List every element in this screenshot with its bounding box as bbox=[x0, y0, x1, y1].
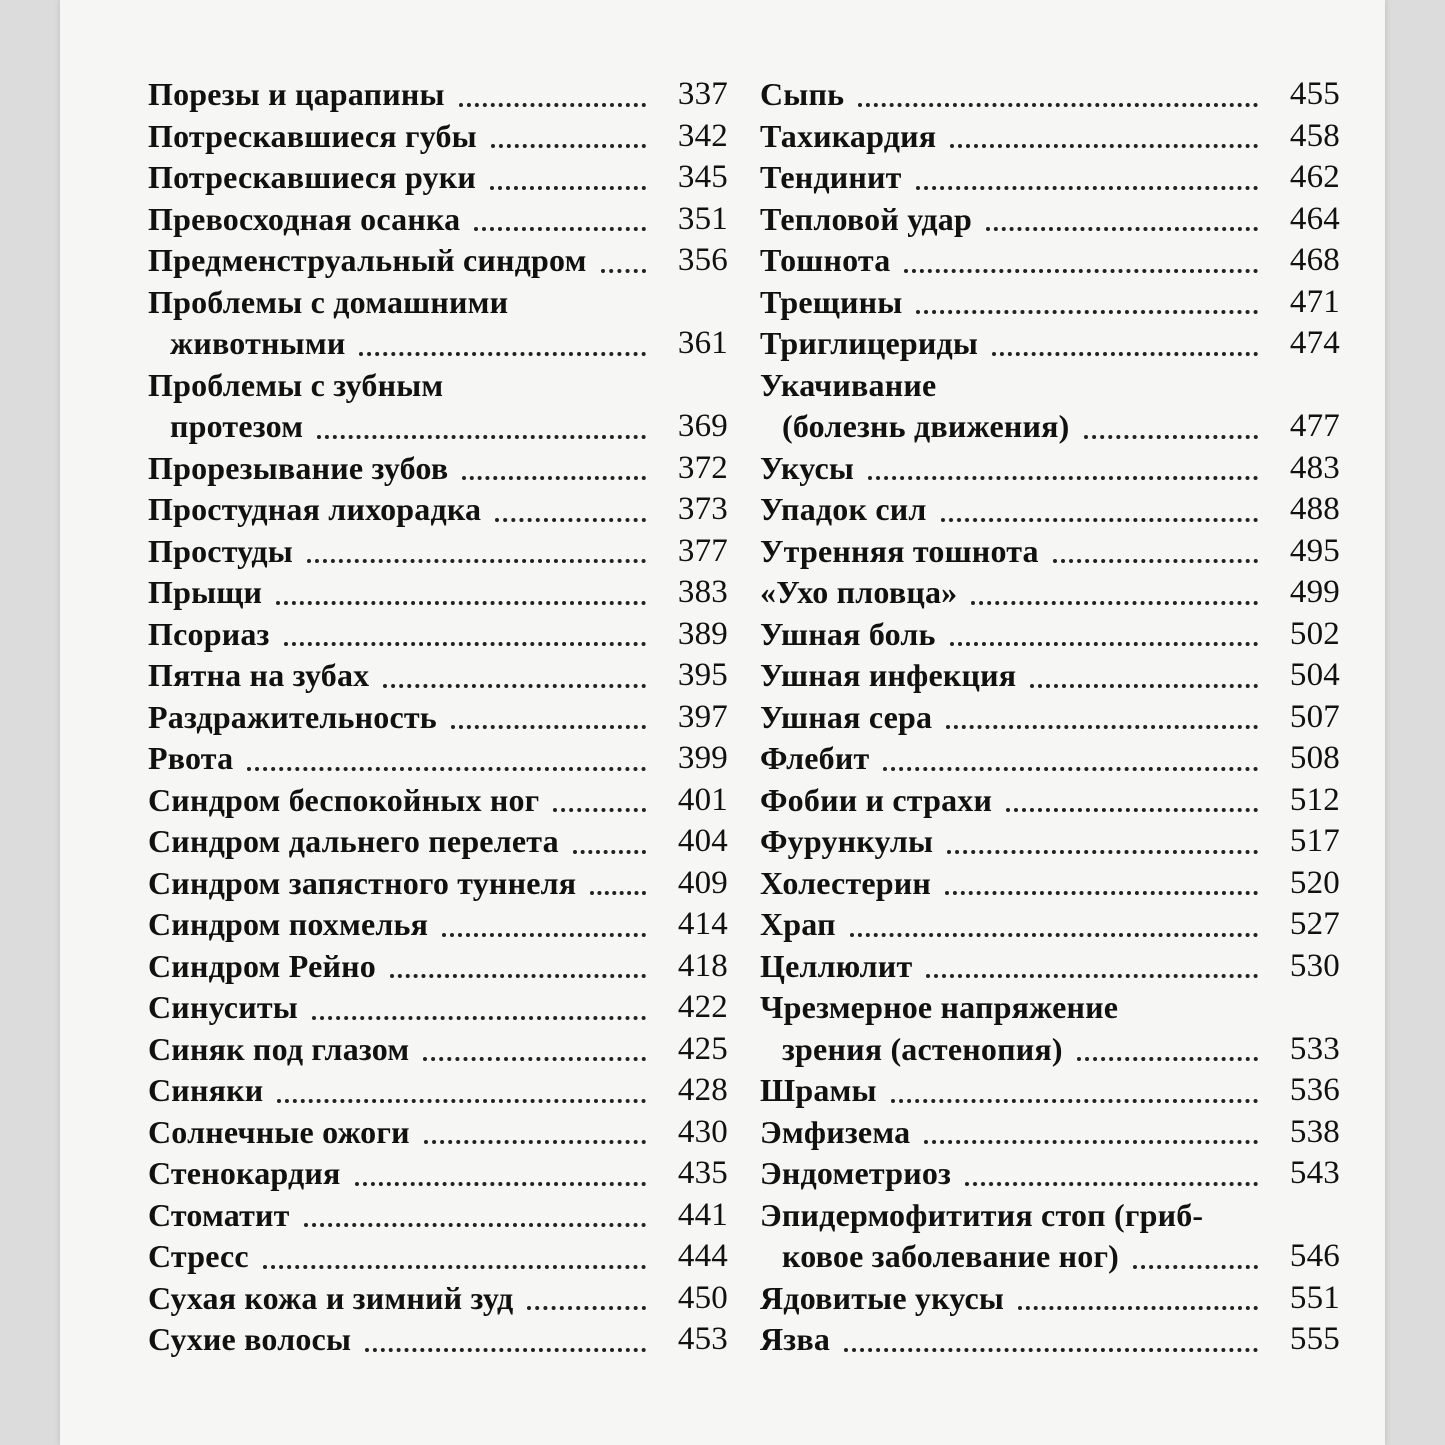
toc-entry bbox=[148, 904, 728, 946]
toc-entry-page-number: 555 bbox=[1289, 1321, 1340, 1357]
toc-entry-title: Синяки bbox=[148, 1072, 264, 1108]
toc-entry-title: Прыщи bbox=[148, 574, 263, 610]
toc-entry bbox=[148, 1112, 728, 1154]
toc-entry-page-number: 422 bbox=[677, 989, 728, 1025]
toc-entry bbox=[148, 489, 728, 531]
toc-entry-page-number: 441 bbox=[677, 1196, 728, 1233]
toc-entry bbox=[760, 448, 1340, 490]
toc-entry-page-number: 504 bbox=[1289, 657, 1340, 693]
toc-entry-page-number: 464 bbox=[1289, 200, 1340, 237]
toc-entry-title: Потрескавшиеся губы bbox=[148, 117, 477, 154]
dot-leader bbox=[317, 435, 646, 439]
toc-entry-page-number: 488 bbox=[1289, 491, 1340, 527]
dot-leader bbox=[459, 103, 646, 107]
toc-entry-title: Сухие волосы bbox=[148, 1321, 352, 1357]
dot-leader bbox=[965, 1182, 1258, 1186]
toc-entry-page-number: 551 bbox=[1289, 1279, 1340, 1316]
toc-entry-page-number: 404 bbox=[677, 823, 728, 859]
toc-entry bbox=[148, 1236, 728, 1278]
toc-entry bbox=[148, 1070, 728, 1112]
toc-entry-page-number: 502 bbox=[1289, 615, 1340, 652]
toc-entry-page-number: 543 bbox=[1289, 1155, 1340, 1191]
dot-leader bbox=[442, 933, 646, 937]
dot-leader bbox=[424, 1140, 646, 1144]
toc-entry-page-number: 356 bbox=[677, 242, 728, 278]
toc-entry-page-number: 468 bbox=[1289, 242, 1340, 278]
dot-leader bbox=[1053, 559, 1258, 563]
toc-entry-title: Трещины bbox=[760, 283, 903, 320]
toc-entry bbox=[148, 282, 728, 365]
toc-entry-title: Ушная боль bbox=[760, 615, 936, 652]
dot-leader bbox=[495, 518, 646, 522]
toc-entry bbox=[148, 572, 728, 614]
toc-entry-title: Целлюлит bbox=[760, 947, 913, 984]
toc-entry-title: Язва bbox=[760, 1321, 831, 1357]
toc-entry-title: Эндометриоз bbox=[760, 1155, 952, 1191]
toc-entry bbox=[148, 199, 728, 241]
dot-leader bbox=[1030, 684, 1258, 688]
toc-entry-page-number: 428 bbox=[677, 1072, 728, 1108]
toc-entry-page-number: 508 bbox=[1289, 740, 1340, 776]
toc-entry-page-number: 414 bbox=[677, 906, 728, 942]
toc-entry-title: Синдром запястного туннеля bbox=[148, 864, 577, 901]
toc-entry bbox=[148, 863, 728, 905]
dot-leader bbox=[858, 103, 1258, 107]
toc-entry-title-continued: ковое заболевание ног) bbox=[782, 1238, 1120, 1274]
toc-entry-page-number: 455 bbox=[1289, 76, 1340, 112]
toc-entry-title: Упадок сил bbox=[760, 491, 927, 527]
toc-entry bbox=[760, 738, 1340, 780]
toc-entry-title: Шрамы bbox=[760, 1072, 877, 1108]
dot-leader bbox=[844, 1348, 1258, 1352]
toc-entry-title: Тошнота bbox=[760, 242, 891, 278]
toc-column-left bbox=[148, 74, 728, 1361]
toc-entry-title: Синдром дальнего перелета bbox=[148, 823, 559, 859]
toc-entry-title: Превосходная осанка bbox=[148, 200, 461, 237]
toc-entry-page-number: 435 bbox=[677, 1155, 728, 1191]
toc-entry-title: Потрескавшиеся руки bbox=[148, 159, 477, 195]
toc-entry bbox=[148, 946, 728, 988]
toc-entry-title: Синдром беспокойных ног bbox=[148, 781, 540, 818]
toc-entry bbox=[760, 157, 1340, 199]
dot-leader bbox=[601, 269, 646, 273]
toc-entry bbox=[760, 531, 1340, 573]
toc-entry bbox=[760, 1153, 1340, 1195]
toc-entry bbox=[760, 1319, 1340, 1361]
toc-entry bbox=[760, 365, 1340, 448]
toc-entry-page-number: 397 bbox=[677, 698, 728, 735]
toc-entry bbox=[760, 614, 1340, 656]
toc-entry bbox=[760, 489, 1340, 531]
toc-entry-page-number: 383 bbox=[677, 574, 728, 610]
dot-leader bbox=[355, 1182, 646, 1186]
toc-entry-title: Стресс bbox=[148, 1238, 249, 1274]
dot-leader bbox=[573, 850, 646, 854]
toc-entry-title: Порезы и царапины bbox=[148, 76, 445, 112]
toc-entry bbox=[148, 1195, 728, 1237]
dot-leader bbox=[924, 1140, 1258, 1144]
toc-entry-title: Пятна на зубах bbox=[148, 657, 370, 693]
dot-leader bbox=[1018, 1306, 1258, 1310]
dot-leader bbox=[284, 642, 646, 646]
toc-entry bbox=[760, 780, 1340, 822]
dot-leader bbox=[462, 476, 646, 480]
dot-leader bbox=[916, 310, 1258, 314]
dot-leader bbox=[390, 974, 646, 978]
toc-entry-title: Раздражительность bbox=[148, 698, 437, 735]
toc-entry-title: Тахикардия bbox=[760, 117, 937, 154]
toc-entry-page-number: 453 bbox=[677, 1321, 728, 1357]
toc-entry-page-number: 377 bbox=[677, 532, 728, 569]
toc-entry-title: Стоматит bbox=[148, 1196, 290, 1233]
toc-column-right bbox=[760, 74, 1340, 1361]
toc-entry-title: Сухая кожа и зимний зуд bbox=[148, 1279, 514, 1316]
toc-entry-title: Сыпь bbox=[760, 76, 845, 112]
dot-leader bbox=[365, 1348, 646, 1352]
toc-entry-page-number: 395 bbox=[677, 657, 728, 693]
toc-entry-title: Ядовитые укусы bbox=[760, 1279, 1005, 1316]
toc-entry-title: Псориаз bbox=[148, 615, 270, 652]
toc-entry bbox=[760, 863, 1340, 905]
toc-entry-page-number: 483 bbox=[1289, 449, 1340, 486]
toc-entry bbox=[760, 282, 1340, 324]
toc-entry-title-continued: (болезнь движения) bbox=[782, 408, 1070, 444]
toc-entry-page-number: 361 bbox=[677, 325, 728, 361]
dot-leader bbox=[490, 186, 646, 190]
dot-leader bbox=[941, 518, 1258, 522]
toc-entry-title: Простудная лихорадка bbox=[148, 491, 482, 527]
toc-entry-page-number: 546 bbox=[1289, 1238, 1340, 1274]
dot-leader bbox=[1133, 1265, 1258, 1269]
toc-entry bbox=[760, 821, 1340, 863]
toc-entry-title: «Ухо пловца» bbox=[760, 574, 958, 610]
toc-entry bbox=[760, 1195, 1340, 1278]
dot-leader bbox=[553, 808, 646, 812]
dot-leader bbox=[312, 1016, 646, 1020]
toc-entry-title: Ушная сера bbox=[760, 698, 933, 735]
dot-leader bbox=[950, 144, 1258, 148]
toc-entry-title: Проблемы с домашними bbox=[148, 283, 509, 320]
toc-entry-title: Прорезывание зубов bbox=[148, 449, 449, 486]
toc-entry-title-continued: зрения (астенопия) bbox=[782, 1030, 1063, 1067]
dot-leader bbox=[850, 933, 1258, 937]
toc-entry-page-number: 369 bbox=[677, 408, 728, 444]
toc-entry-title: Стенокардия bbox=[148, 1155, 341, 1191]
toc-entry-title: Холестерин bbox=[760, 864, 932, 901]
dot-leader bbox=[276, 601, 646, 605]
toc-entry-page-number: 450 bbox=[677, 1279, 728, 1316]
toc-entry-page-number: 425 bbox=[677, 1030, 728, 1067]
toc-entry bbox=[148, 821, 728, 863]
toc-entry-page-number: 372 bbox=[677, 449, 728, 486]
toc-entry bbox=[148, 240, 728, 282]
toc-entry-title: Тендинит bbox=[760, 159, 902, 195]
dot-leader bbox=[304, 1223, 646, 1227]
toc-entry bbox=[148, 1029, 728, 1071]
toc-entry bbox=[760, 697, 1340, 739]
toc-entry-title-continued: животными bbox=[170, 325, 346, 361]
toc-entry-page-number: 474 bbox=[1289, 325, 1340, 361]
toc-entry-title: Утренняя тошнота bbox=[760, 532, 1039, 569]
toc-entry-title: Синдром Рейно bbox=[148, 947, 376, 984]
toc-entry bbox=[148, 738, 728, 780]
dot-leader bbox=[926, 974, 1258, 978]
toc-entry-page-number: 495 bbox=[1289, 532, 1340, 569]
toc-entry bbox=[760, 323, 1340, 365]
dot-leader bbox=[590, 891, 646, 895]
toc-entry bbox=[148, 1278, 728, 1320]
toc-entry-page-number: 409 bbox=[677, 864, 728, 901]
toc-entry bbox=[760, 240, 1340, 282]
toc-entry bbox=[148, 1153, 728, 1195]
toc-entry-page-number: 536 bbox=[1289, 1072, 1340, 1108]
toc-entry bbox=[760, 199, 1340, 241]
dot-leader bbox=[423, 1057, 646, 1061]
toc-entry-title: Храп bbox=[760, 906, 836, 942]
toc-entry bbox=[148, 697, 728, 739]
toc-entry-title: Рвота bbox=[148, 740, 234, 776]
toc-entry-title: Укачивание bbox=[760, 366, 937, 403]
toc-entry-page-number: 527 bbox=[1289, 906, 1340, 942]
toc-entry bbox=[148, 655, 728, 697]
toc-entry-page-number: 530 bbox=[1289, 947, 1340, 984]
toc-entry-page-number: 418 bbox=[677, 947, 728, 984]
toc-entry bbox=[148, 531, 728, 573]
toc-entry-title: Чрезмерное напряжение bbox=[760, 989, 1119, 1025]
dot-leader bbox=[868, 476, 1258, 480]
toc-entry-title: Эмфизема bbox=[760, 1113, 911, 1150]
toc-entry-page-number: 373 bbox=[677, 491, 728, 527]
toc-entry-page-number: 444 bbox=[677, 1238, 728, 1274]
toc-entry bbox=[760, 74, 1340, 116]
toc-entry-title: Тепловой удар bbox=[760, 200, 972, 237]
dot-leader bbox=[491, 144, 646, 148]
toc-entry bbox=[148, 987, 728, 1029]
toc-entry bbox=[760, 904, 1340, 946]
toc-entry-page-number: 351 bbox=[677, 200, 728, 237]
toc-entry bbox=[148, 74, 728, 116]
toc-entry bbox=[148, 157, 728, 199]
toc-entry-page-number: 462 bbox=[1289, 159, 1340, 195]
toc-entry-title: Солнечные ожоги bbox=[148, 1113, 410, 1150]
dot-leader bbox=[950, 642, 1258, 646]
dot-leader bbox=[451, 725, 646, 729]
toc-entry-title: Простуды bbox=[148, 532, 293, 569]
dot-leader bbox=[263, 1265, 646, 1269]
toc-entry bbox=[148, 365, 728, 448]
toc-entry bbox=[148, 116, 728, 158]
dot-leader bbox=[946, 725, 1258, 729]
toc-entry bbox=[148, 1319, 728, 1361]
toc-entry bbox=[760, 655, 1340, 697]
toc-entry-title: Триглицериды bbox=[760, 325, 979, 361]
dot-leader bbox=[992, 352, 1258, 356]
dot-leader bbox=[307, 559, 646, 563]
toc-entry bbox=[760, 987, 1340, 1070]
toc-entry-page-number: 520 bbox=[1289, 864, 1340, 901]
toc-entry-title: Синяк под глазом bbox=[148, 1030, 410, 1067]
dot-leader bbox=[986, 227, 1258, 231]
toc-entry-page-number: 477 bbox=[1289, 408, 1340, 444]
toc-entry-page-number: 499 bbox=[1289, 574, 1340, 610]
toc-entry bbox=[760, 946, 1340, 988]
toc-entry bbox=[148, 614, 728, 656]
toc-entry-title: Укусы bbox=[760, 449, 855, 486]
dot-leader bbox=[247, 767, 646, 771]
toc-entry-page-number: 538 bbox=[1289, 1113, 1340, 1150]
dot-leader bbox=[916, 186, 1258, 190]
dot-leader bbox=[383, 684, 646, 688]
toc-entry-title: Фурункулы bbox=[760, 823, 934, 859]
dot-leader bbox=[947, 850, 1258, 854]
dot-leader bbox=[883, 767, 1258, 771]
dot-leader bbox=[891, 1099, 1258, 1103]
toc-entry bbox=[760, 1112, 1340, 1154]
toc-entry-title-continued: протезом bbox=[170, 408, 304, 444]
dot-leader bbox=[527, 1306, 646, 1310]
dot-leader bbox=[904, 269, 1258, 273]
toc-entry bbox=[760, 572, 1340, 614]
toc-entry-title: Эпидермофитития стоп (гриб- bbox=[760, 1196, 1204, 1233]
toc-entry-page-number: 389 bbox=[677, 615, 728, 652]
dot-leader bbox=[474, 227, 646, 231]
toc-entry-page-number: 533 bbox=[1289, 1030, 1340, 1067]
toc-entry-title: Ушная инфекция bbox=[760, 657, 1017, 693]
dot-leader bbox=[277, 1099, 646, 1103]
toc-entry-page-number: 345 bbox=[677, 159, 728, 195]
toc-entry-title: Синуситы bbox=[148, 989, 298, 1025]
toc-entry-title: Синдром похмелья bbox=[148, 906, 429, 942]
toc-entry-page-number: 430 bbox=[677, 1113, 728, 1150]
toc-entry-page-number: 337 bbox=[677, 76, 728, 112]
toc-entry bbox=[760, 1070, 1340, 1112]
toc-entry-page-number: 471 bbox=[1289, 283, 1340, 320]
toc-entry-page-number: 458 bbox=[1289, 117, 1340, 154]
dot-leader bbox=[1084, 435, 1258, 439]
toc-entry-page-number: 399 bbox=[677, 740, 728, 776]
toc-entry-title: Предменструальный синдром bbox=[148, 242, 587, 278]
toc-entry bbox=[760, 1278, 1340, 1320]
toc-entry-page-number: 517 bbox=[1289, 823, 1340, 859]
toc-entry bbox=[148, 780, 728, 822]
toc-entry-page-number: 512 bbox=[1289, 781, 1340, 818]
toc-entry-page-number: 342 bbox=[677, 117, 728, 154]
book-page bbox=[60, 0, 1385, 1445]
toc-entry-title: Фобии и страхи bbox=[760, 781, 993, 818]
toc-entry-title: Проблемы с зубным bbox=[148, 366, 444, 403]
toc-entry-title: Флебит bbox=[760, 740, 870, 776]
toc-entry bbox=[760, 116, 1340, 158]
dot-leader bbox=[971, 601, 1258, 605]
toc-entry bbox=[148, 448, 728, 490]
dot-leader bbox=[359, 352, 646, 356]
toc-entry-page-number: 401 bbox=[677, 781, 728, 818]
toc-entry-page-number: 507 bbox=[1289, 698, 1340, 735]
dot-leader bbox=[1006, 808, 1258, 812]
dot-leader bbox=[945, 891, 1258, 895]
dot-leader bbox=[1077, 1057, 1258, 1061]
